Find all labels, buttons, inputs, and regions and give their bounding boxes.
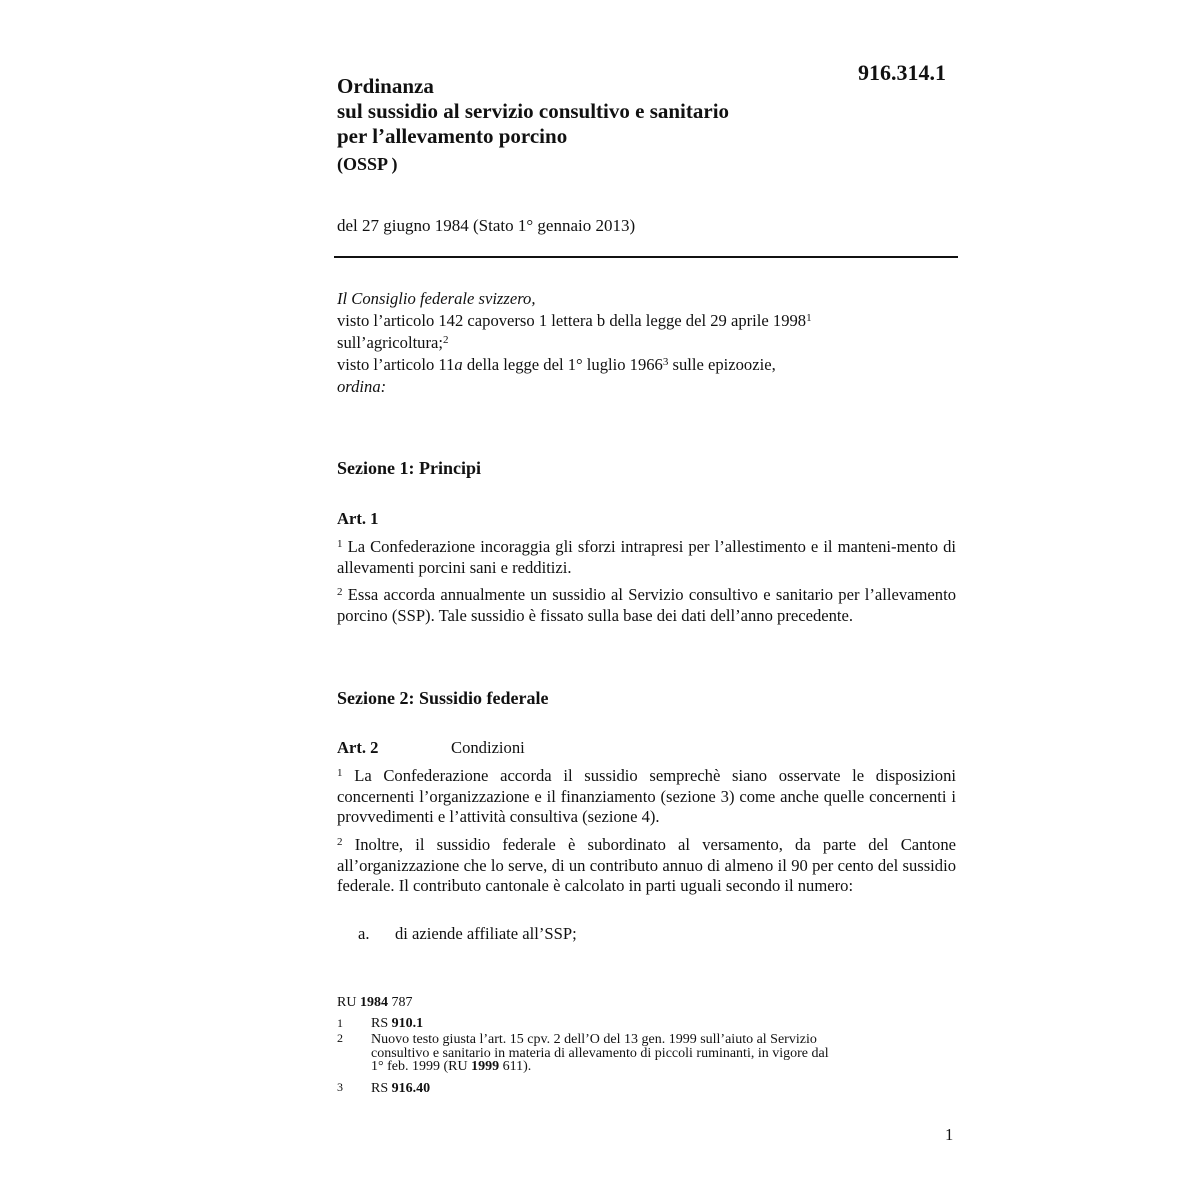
footnote-3-prefix: RS — [371, 1081, 392, 1096]
title-line-2: sul sussidio al servizio consultivo e sanitario — [337, 99, 730, 123]
footnote-2-line-2: consultivo e sanitario in materia di allevamento di piccoli ruminanti, in vigore dal — [371, 1045, 829, 1061]
preamble-line-1 — [337, 310, 812, 332]
article-subtitle-2: Condizioni — [451, 738, 525, 757]
paragraph-text: Essa accorda annualmente un sussidio al Servizio consultivo e sanitario per l’allevamento porcino (SSP). Tale sussidio è fissato sulla base dei dati dell’anno precedente. — [337, 585, 956, 625]
footnote-ref-2[interactable]: 2 — [442, 334, 449, 346]
section-heading-1: Sezione 1: Principi — [337, 458, 481, 478]
footnote-1-bold: 910.1 — [391, 1016, 424, 1031]
paragraph-text: La Confederazione incoraggia gli sforzi intrapresi per l’allestimento e il manteni-mento di allevamenti porcini sani e redditizi. — [337, 537, 957, 577]
footnote-1-prefix: RS — [371, 1016, 392, 1031]
article-1-paragraph-2 — [337, 585, 956, 626]
preamble-authority: Il Consiglio federale svizzero, — [337, 289, 536, 308]
section-heading-2: Sezione 2: Sussidio federale — [337, 688, 549, 708]
preamble-line-3-italic: a — [454, 355, 463, 374]
footnote-2-last-pre: 1° feb. 1999 (RU — [371, 1059, 472, 1074]
document-title — [337, 74, 729, 149]
list-item-text: di aziende affiliate all’SSP; — [395, 924, 577, 943]
paragraph-number: 2 — [337, 586, 343, 598]
article-2-paragraph-1 — [337, 766, 956, 828]
paragraph-number: 1 — [337, 767, 343, 779]
footnote-2-last-bold: 1999 — [471, 1059, 500, 1074]
ru-page: 787 — [387, 995, 413, 1010]
preamble-line-3-mid: della legge del 1° luglio 1966 — [462, 355, 663, 374]
preamble-ordina: ordina: — [337, 377, 387, 396]
preamble — [337, 288, 812, 398]
title-line-1: Ordinanza — [337, 74, 434, 98]
preamble-line-3 — [337, 354, 812, 376]
footnote-2-line-3 — [371, 1060, 829, 1074]
document-number: 916.314.1 — [858, 60, 946, 85]
list-item-letter: a. — [358, 924, 370, 943]
footnote-ru-reference — [337, 995, 412, 1011]
ru-year: 1984 — [359, 995, 388, 1010]
footnote-ref-1[interactable]: 1 — [806, 312, 812, 324]
ru-prefix: RU — [337, 995, 360, 1010]
footnote-2-number: 2 — [337, 1031, 343, 1045]
list-item-a — [358, 924, 577, 944]
article-2-paragraph-2 — [337, 835, 956, 897]
footnote-3-number: 3 — [337, 1080, 343, 1094]
footnote-2-text — [371, 1033, 829, 1074]
header-divider — [334, 256, 958, 258]
footnote-ref-3[interactable]: 3 — [662, 356, 669, 368]
paragraph-text: Inoltre, il sussidio federale è subordinato al versamento, da parte del Cantone all’organizzazione che lo serve, di un contributo annuo di almeno il 90 per cento del sussidio federale. Il contributo cantonale è calcolato in parti uguali secondo il numero: — [337, 835, 957, 896]
document-abbreviation: (OSSP ) — [337, 154, 398, 174]
preamble-line-2 — [337, 332, 812, 354]
preamble-line-1-text: visto l’articolo 142 capoverso 1 lettera b della legge del 29 aprile 1998 — [337, 311, 807, 330]
paragraph-text: La Confederazione accorda il sussidio semprechè siano osservate le disposizioni concernenti l’organizzazione e il finanziamento (sezione 3) come anche quelle concernenti i provvedimenti e l’attività consultiva (sezione 4). — [337, 766, 956, 827]
paragraph-number: 1 — [337, 538, 343, 550]
paragraph-number: 2 — [337, 836, 343, 848]
title-line-3: per l’allevamento porcino — [337, 124, 568, 148]
article-label-2: Art. 2 — [337, 738, 379, 757]
preamble-line-2-text: sull’agricoltura; — [337, 333, 443, 352]
footnote-2-line-1: Nuovo testo giusta l’art. 15 cpv. 2 dell’O del 13 gen. 1999 sull’aiuto al Servizio — [371, 1032, 817, 1047]
page-number: 1 — [945, 1125, 954, 1144]
article-1-paragraph-1 — [337, 537, 956, 578]
footnote-2-last-post: 611). — [499, 1059, 532, 1074]
footnote-1-number: 1 — [337, 1016, 343, 1030]
footnote-3-bold: 916.40 — [391, 1081, 431, 1096]
footnote-1-text — [371, 1017, 423, 1031]
footnote-3-text — [371, 1082, 430, 1096]
article-label-1: Art. 1 — [337, 509, 379, 528]
preamble-line-3-pre: visto l’articolo 11 — [337, 355, 455, 374]
document-date: del 27 giugno 1984 (Stato 1° gennaio 2013) — [337, 216, 636, 235]
preamble-line-3-post: sulle epizoozie, — [668, 355, 776, 374]
